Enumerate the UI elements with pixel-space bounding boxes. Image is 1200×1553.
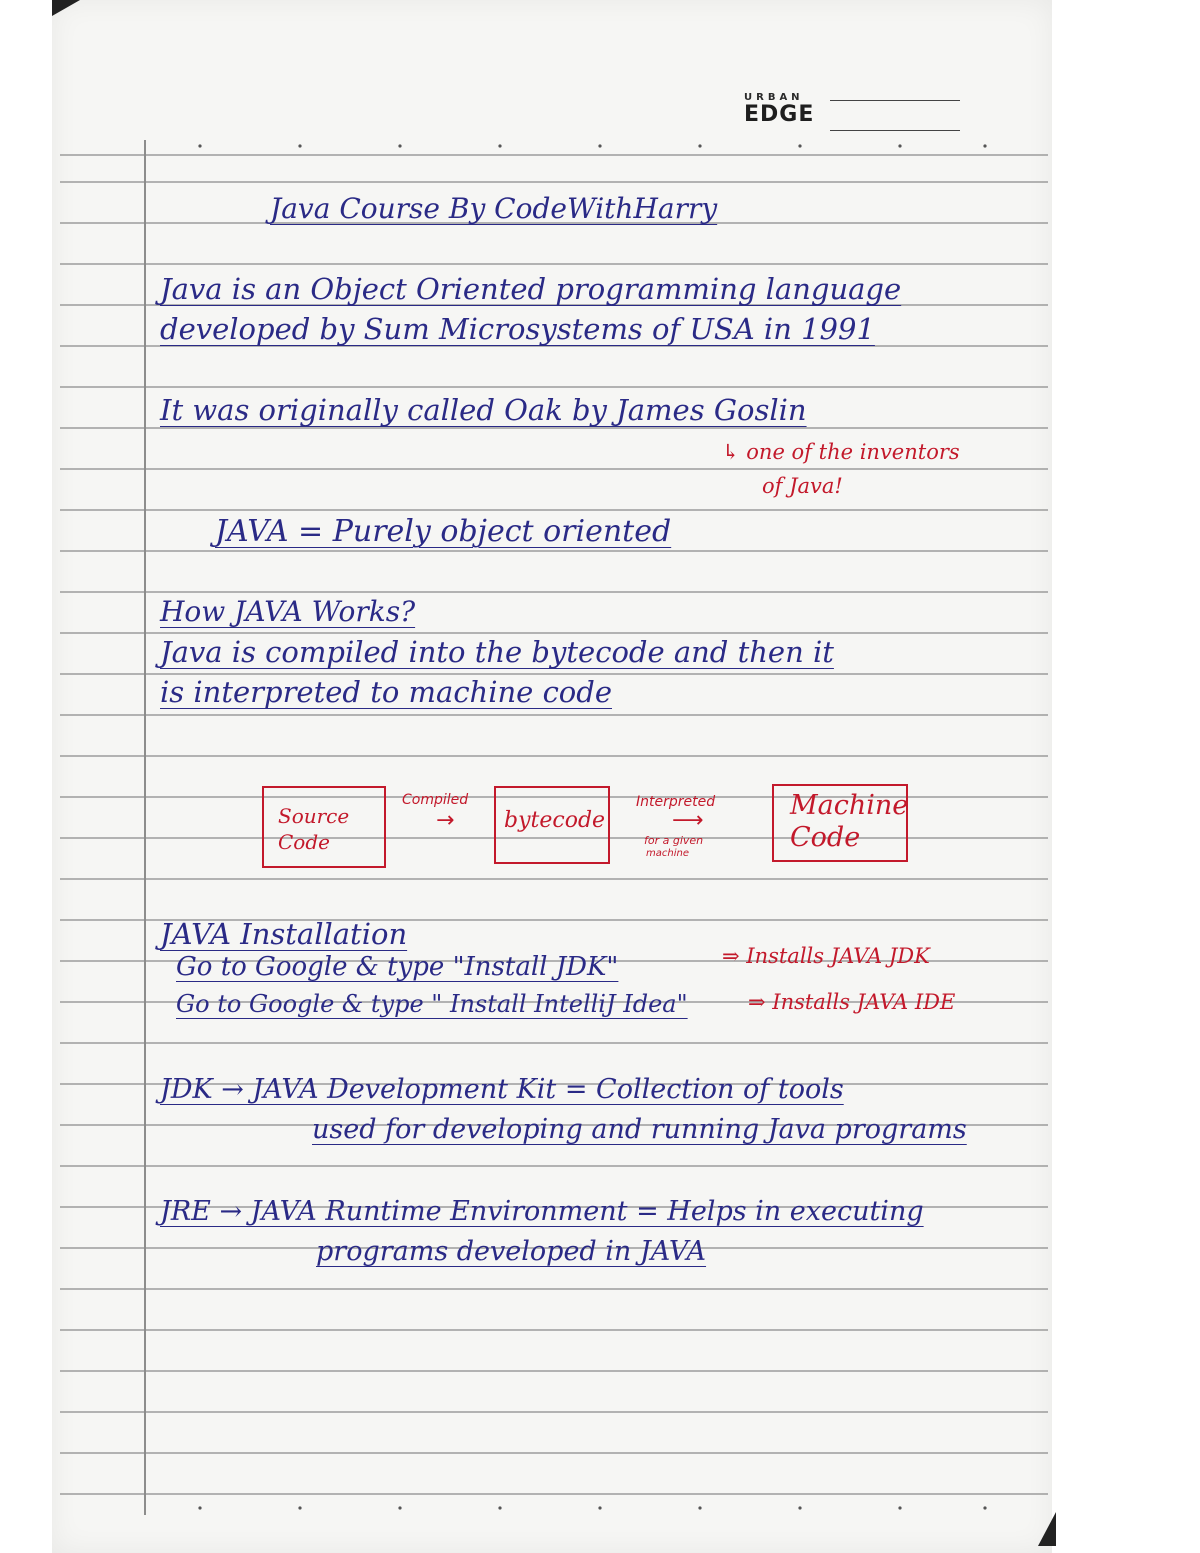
brand-bottom-text: EDGE — [744, 102, 815, 127]
source-code-label-2: Code — [278, 830, 330, 854]
interpreted-arrow-icon: ⟶ — [672, 808, 704, 833]
jdk-line-2: used for developing and running Java programs — [312, 1114, 967, 1145]
date-line-2 — [830, 130, 960, 131]
intro-line-1: Java is an Object Oriented programming language — [160, 272, 902, 306]
oak-line: It was originally called Oak by James Goslin — [160, 393, 807, 427]
compiled-label: Compiled — [402, 792, 469, 808]
source-code-label-1: Source — [278, 804, 350, 828]
jre-line-2: programs developed in JAVA — [316, 1236, 707, 1267]
jdk-line-1: JDK → JAVA Development Kit = Collection of tools — [160, 1074, 844, 1105]
how-line-1: Java is compiled into the bytecode and then it — [160, 635, 834, 669]
bytecode-label: bytecode — [504, 808, 606, 833]
install-note-1: ⇒ Installs JAVA JDK — [722, 944, 930, 968]
interpreted-sub-2: machine — [646, 848, 689, 859]
install-line-1: Go to Google & type "Install JDK" — [176, 952, 619, 982]
page-title: Java Course By CodeWithHarry — [270, 192, 718, 225]
brand-logo — [744, 92, 964, 136]
how-line-2: is interpreted to machine code — [160, 675, 612, 709]
date-line — [830, 100, 960, 101]
how-heading: How JAVA Works? — [160, 595, 416, 628]
install-line-2: Go to Google & type " Install IntelliJ Idea" — [176, 990, 688, 1018]
jre-line-1: JRE → JAVA Runtime Environment = Helps in executing — [160, 1196, 924, 1227]
install-note-2: ⇒ Installs JAVA IDE — [748, 990, 956, 1014]
install-heading: JAVA Installation — [160, 917, 408, 951]
pure-oo-line: JAVA = Purely object oriented — [215, 514, 672, 549]
inventor-note-1: ↳ one of the inventors — [722, 440, 960, 464]
machine-code-label-1: Machine — [790, 790, 909, 821]
inventor-note-2: of Java! — [762, 474, 843, 498]
machine-code-label-2: Code — [790, 822, 861, 853]
brand-top-text: URBAN — [744, 92, 804, 103]
interpreted-label: Interpreted — [636, 794, 716, 810]
interpreted-sub-1: for a given — [644, 834, 704, 847]
intro-line-2: developed by Sum Microsystems of USA in 1991 — [160, 312, 875, 346]
compiled-arrow-icon: → — [436, 808, 455, 833]
